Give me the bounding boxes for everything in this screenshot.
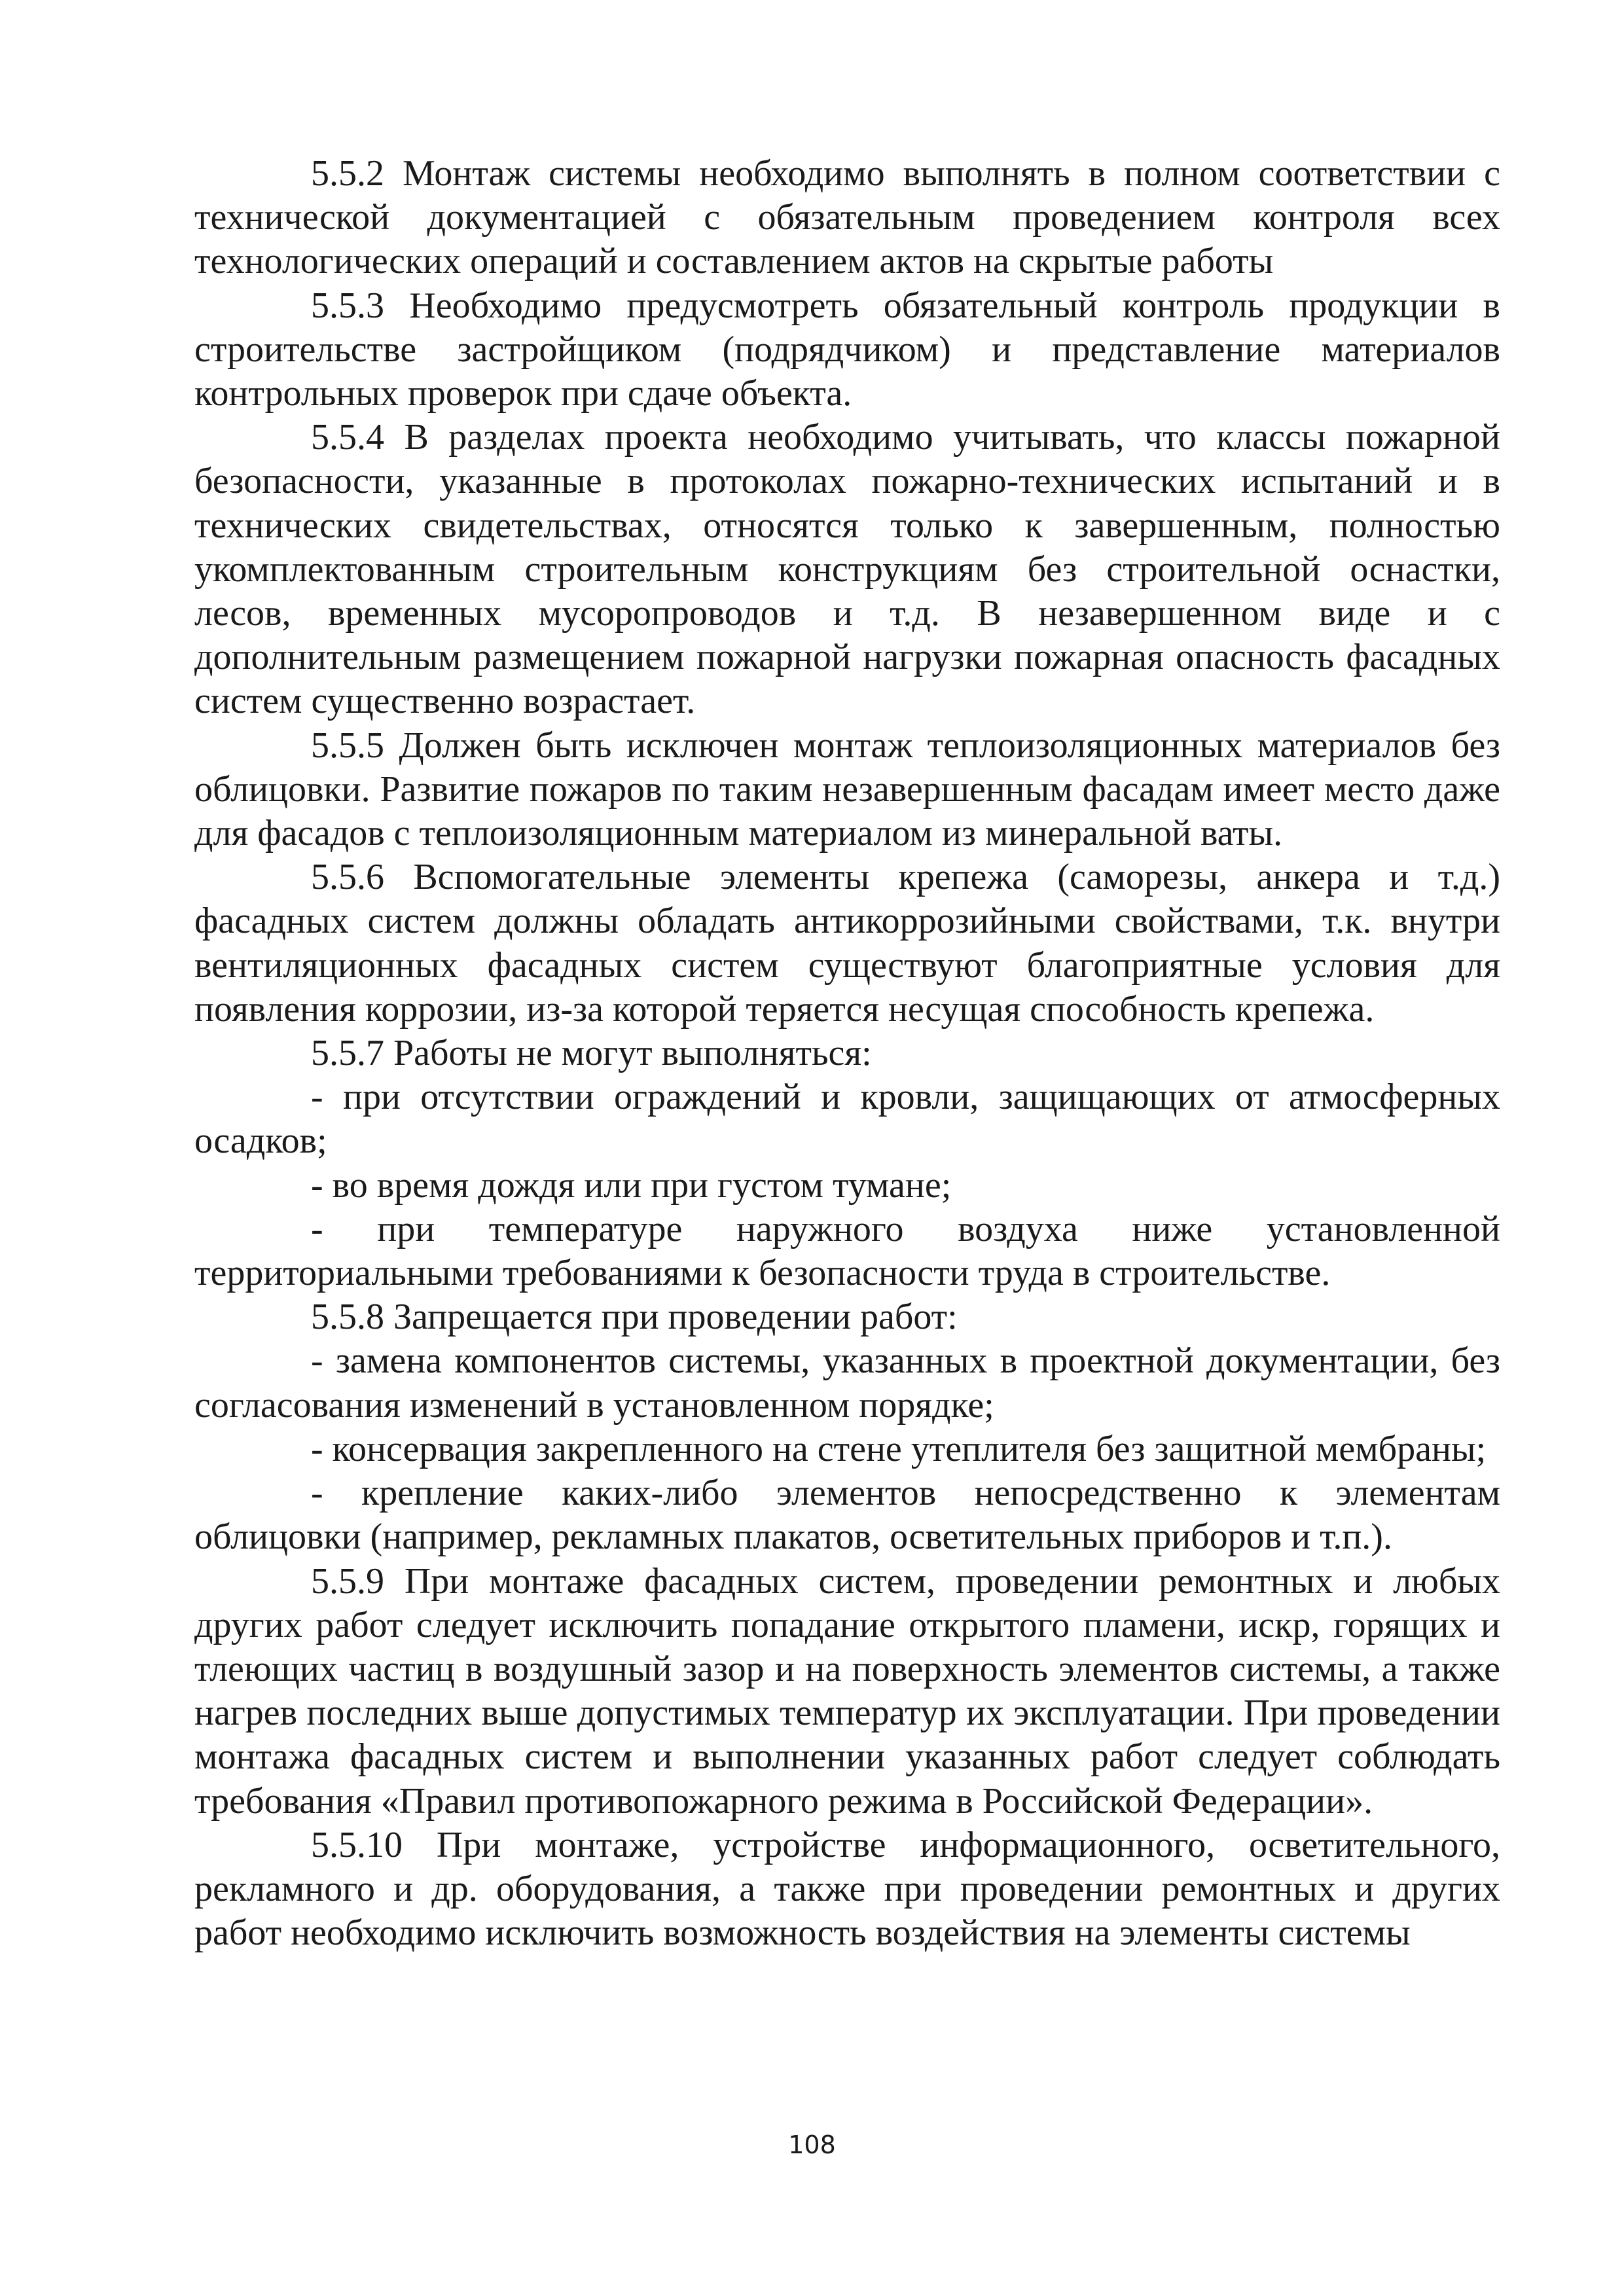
list-item-5-5-7-c: - при температуре наружного воздуха ниже установленной территориальными требованиями к безопасности труда в строительстве. — [194, 1208, 1500, 1294]
paragraph-5-5-2: 5.5.2 Монтаж системы необходимо выполнять в полном соответствии с технической документацией с обязательным проведением контроля всех технологических операций и составлением актов на скрытые работы — [194, 153, 1500, 282]
list-item-5-5-7-a: - при отсутствии ограждений и кровли, защищающих от атмосферных осадков; — [194, 1077, 1500, 1162]
paragraph-5-5-4: 5.5.4 В разделах проекта необходимо учитывать, что классы пожарной безопасности, указанные в протоколах пожарно-технических испытаний и в технических свидетельствах, относятся только к завершенным, полностью укомплектованным строительным конструкциям без строительной оснастки, лесов, временных мусоропроводов и т.д. В незавершенном виде и с дополнительным размещением пожарной нагрузки пожарная опасность фасадных систем существенно возрастает. — [194, 417, 1500, 722]
list-item-5-5-8-c: - крепление каких-либо элементов непосредственно к элементам облицовки (например, рекламных плакатов, осветительных приборов и т.п.). — [194, 1473, 1500, 1558]
page-number: 108 — [788, 2130, 836, 2159]
paragraph-5-5-8: 5.5.8 Запрещается при проведении работ: — [311, 1297, 958, 1338]
paragraph-5-5-3: 5.5.3 Необходимо предусмотреть обязательный контроль продукции в строительстве застройщиком (подрядчиком) и представление материалов контрольных проверок при сдаче объекта. — [194, 285, 1500, 414]
list-item-5-5-7-b: - во время дождя или при густом тумане; — [311, 1164, 952, 1206]
paragraph-5-5-5: 5.5.5 Должен быть исключен монтаж теплоизоляционных материалов без облицовки. Развитие пожаров по таким незавершенным фасадам имеет место даже для фасадов с теплоизоляционным материалом из минеральной ваты. — [194, 725, 1500, 854]
list-item-5-5-8-a: - замена компонентов системы, указанных в проектной документации, без согласования изменений в установленном порядке; — [194, 1340, 1500, 1426]
list-item-5-5-8-b: - консервация закрепленного на стене утеплителя без защитной мембраны; — [311, 1428, 1487, 1469]
paragraph-5-5-6: 5.5.6 Вспомогательные элементы крепежа (саморезы, анкера и т.д.) фасадных систем должны обладать антикоррозийными свойствами, т.к. внутри вентиляционных фасадных систем существуют благоприятные условия для появления коррозии, из-за которой теряется несущая способность крепежа. — [194, 857, 1500, 1030]
paragraph-5-5-7: 5.5.7 Работы не могут выполняться: — [311, 1033, 872, 1074]
paragraph-5-5-9: 5.5.9 При монтаже фасадных систем, проведении ремонтных и любых других работ следует исключить попадание открытого пламени, искр, горящих и тлеющих частиц в воздушный зазор и на поверхность элементов системы, а также нагрев последних выше допустимых температур их эксплуатации. При проведении монтажа фасадных систем и выполнении указанных работ следует соблюдать требования «Правил противопожарного режима в Российской Федерации». — [194, 1560, 1500, 1821]
body-text — [194, 152, 1500, 1955]
paragraph-5-5-10: 5.5.10 При монтаже, устройстве информационного, осветительного, рекламного и др. оборудования, а также при проведении ремонтных и других работ необходимо исключить возможность воздействия на элементы системы — [194, 1824, 1500, 1954]
